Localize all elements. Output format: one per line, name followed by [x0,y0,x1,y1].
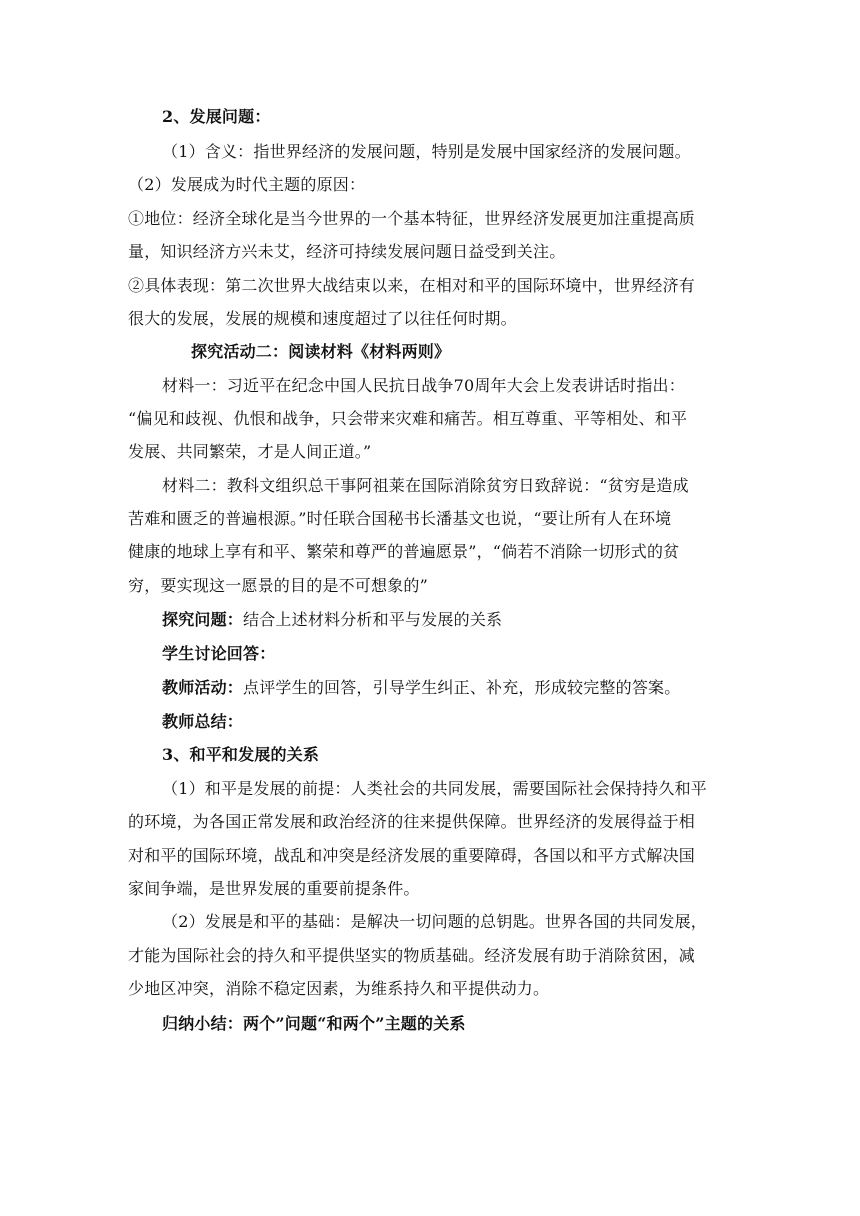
development-basis-line2: 才能为国际社会的持久和平提供坚实的物质基础。经济发展有助于消除贫困，减 [128,946,696,965]
paragraph-performance-line1: ②具体表现：第二次世界大战结束以来，在相对和平的国际环境中，世界经济有 [128,276,696,295]
material-one-line1: 材料一：习近平在纪念中国人民抗日战争70周年大会上发表讲话时指出： [162,376,685,395]
teacher-activity [162,677,782,699]
teacher-activity-text: 点评学生的回答，引导学生纠正、补充，形成较完整的答案。 [243,678,681,697]
material-one-line3: 发展、共同繁荣，才是人间正道。” [128,442,372,461]
paragraph-status-line1: ①地位：经济全球化是当今世界的一个基本特征，世界经济发展更加注重提高质 [128,209,696,228]
material-two-line1: 材料二：教科文组织总干事阿祖莱在国际消除贫穷日致辞说：“贫穷是造成 [162,476,689,495]
peace-premise-line1: （1）和平是发展的前提：人类社会的共同发展，需要国际社会保持持久和平 [162,779,707,798]
development-basis-line3: 少地区冲突，消除不稳定因素，为维系持久和平提供动力。 [128,979,550,998]
heading-development-problem: 2、发展问题： [162,107,271,126]
material-two-line2: 苦难和匮乏的普遍根源。”时任联合国秘书长潘基文也说，“要让所有人在环境 [128,509,672,528]
teacher-activity-label: 教师活动： [162,678,244,697]
peace-premise-line3: 对和平的国际环境，战乱和冲突是经济发展的重要障碍，各国以和平方式解决国 [128,846,696,865]
inquiry-question-text: 结合上述材料分析和平与发展的关系 [243,610,503,629]
heading-activity-two: 探究活动二：阅读材料《材料两则》 [191,342,451,361]
paragraph-reason-title: （2）发展成为时代主题的原因： [128,175,366,194]
student-discussion: 学生讨论回答： [162,644,276,663]
heading-relationship: 3、和平和发展的关系 [162,745,320,764]
peace-premise-line2: 的环境，为各国正常发展和政治经济的往来提供保障。世界经济的发展得益于相 [128,812,696,831]
material-one-line2: “偏见和歧视、仇恨和战争，只会带来灾难和痛苦。相互尊重、平等相处、和平 [128,409,688,428]
development-basis-line1: （2）发展是和平的基础：是解决一切问题的总钥匙。世界各国的共同发展， [162,912,707,931]
paragraph-status-line2: 量，知识经济方兴未艾，经济可持续发展问题日益受到关注。 [128,242,566,261]
inquiry-question [162,609,782,631]
paragraph-meaning: （1）含义：指世界经济的发展问题，特别是发展中国家经济的发展问题。 [162,142,691,161]
material-two-line4: 穷，要实现这一愿景的目的是不可想象的” [128,576,428,595]
material-two-line3: 健康的地球上享有和平、繁荣和尊严的普遍愿景”，“倘若不消除一切形式的贫 [128,542,680,561]
peace-premise-line4: 家间争端，是世界发展的重要前提条件。 [128,879,420,898]
teacher-summary: 教师总结： [162,712,244,731]
inquiry-question-label: 探究问题： [162,610,244,629]
paragraph-performance-line2: 很大的发展，发展的规模和速度超过了以往任何时期。 [128,309,517,328]
summary-heading: 归纳小结：两个”问题“和两个”主题的关系 [162,1014,466,1033]
